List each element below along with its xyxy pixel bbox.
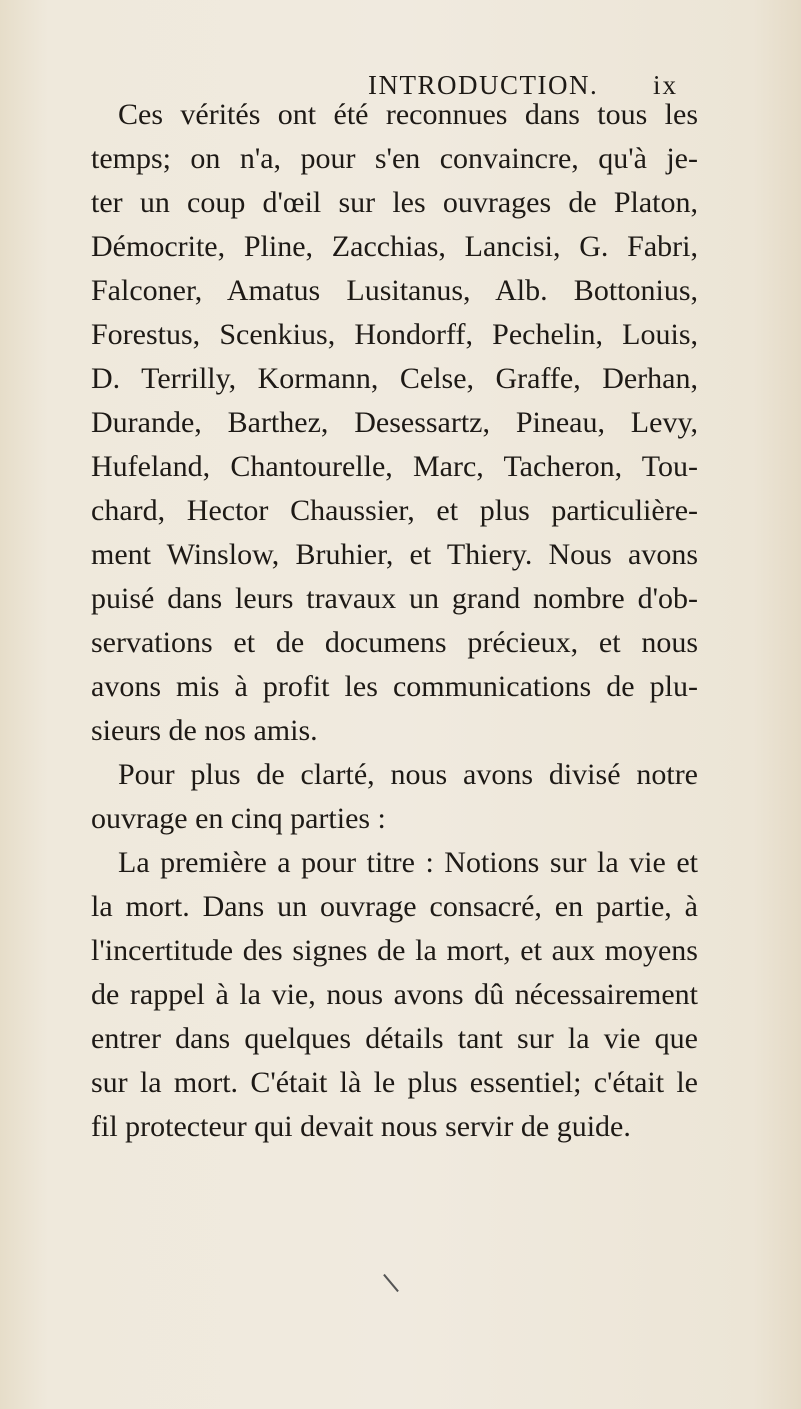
text-line: ment Winslow, Bruhier, et Thiery. Nous avons [91, 538, 698, 571]
text-line: entrer dans quelques détails tant sur la vie que [91, 1022, 698, 1055]
text-line: Ces vérités ont été reconnues dans tous les [118, 98, 698, 131]
text-line: La première a pour titre : Notions sur la vie et [118, 846, 698, 879]
text-line: de rappel à la vie, nous avons dû nécessairement [91, 978, 698, 1011]
text-line: avons mis à profit les communications de plu- [91, 670, 698, 703]
text-line: Démocrite, Pline, Zacchias, Lancisi, G. Fabri, [91, 230, 698, 263]
text-line: D. Terrilly, Kormann, Celse, Graffe, Derhan, [91, 362, 698, 395]
text-line: chard, Hector Chaussier, et plus particulière- [91, 494, 698, 527]
text-line: l'incertitude des signes de la mort, et aux moyens [91, 934, 698, 967]
text-line: temps; on n'a, pour s'en convaincre, qu'à je- [91, 142, 698, 175]
text-line: sur la mort. C'était là le plus essentiel; c'était le [91, 1066, 698, 1099]
text-line: Forestus, Scenkius, Hondorff, Pechelin, Louis, [91, 318, 698, 351]
text-line: Hufeland, Chantourelle, Marc, Tacheron, Tou- [91, 450, 698, 483]
text-line: servations et de documens précieux, et nous [91, 626, 698, 659]
text-line: la mort. Dans un ouvrage consacré, en partie, à [91, 890, 698, 923]
text-line: sieurs de nos amis. [91, 714, 318, 747]
text-line: Falconer, Amatus Lusitanus, Alb. Bottonius, [91, 274, 698, 307]
ink-mark [383, 1274, 399, 1292]
page-number: ix [653, 70, 679, 100]
text-line: ter un coup d'œil sur les ouvrages de Platon, [91, 186, 698, 219]
text-line: ouvrage en cinq parties : [91, 802, 386, 835]
text-line: Pour plus de clarté, nous avons divisé notre [118, 758, 698, 791]
running-title: INTRODUCTION. [368, 70, 599, 100]
text-line: Durande, Barthez, Desessartz, Pineau, Levy, [91, 406, 698, 439]
text-line: puisé dans leurs travaux un grand nombre d'ob- [91, 582, 698, 615]
text-line: fil protecteur qui devait nous servir de guide. [91, 1110, 631, 1143]
